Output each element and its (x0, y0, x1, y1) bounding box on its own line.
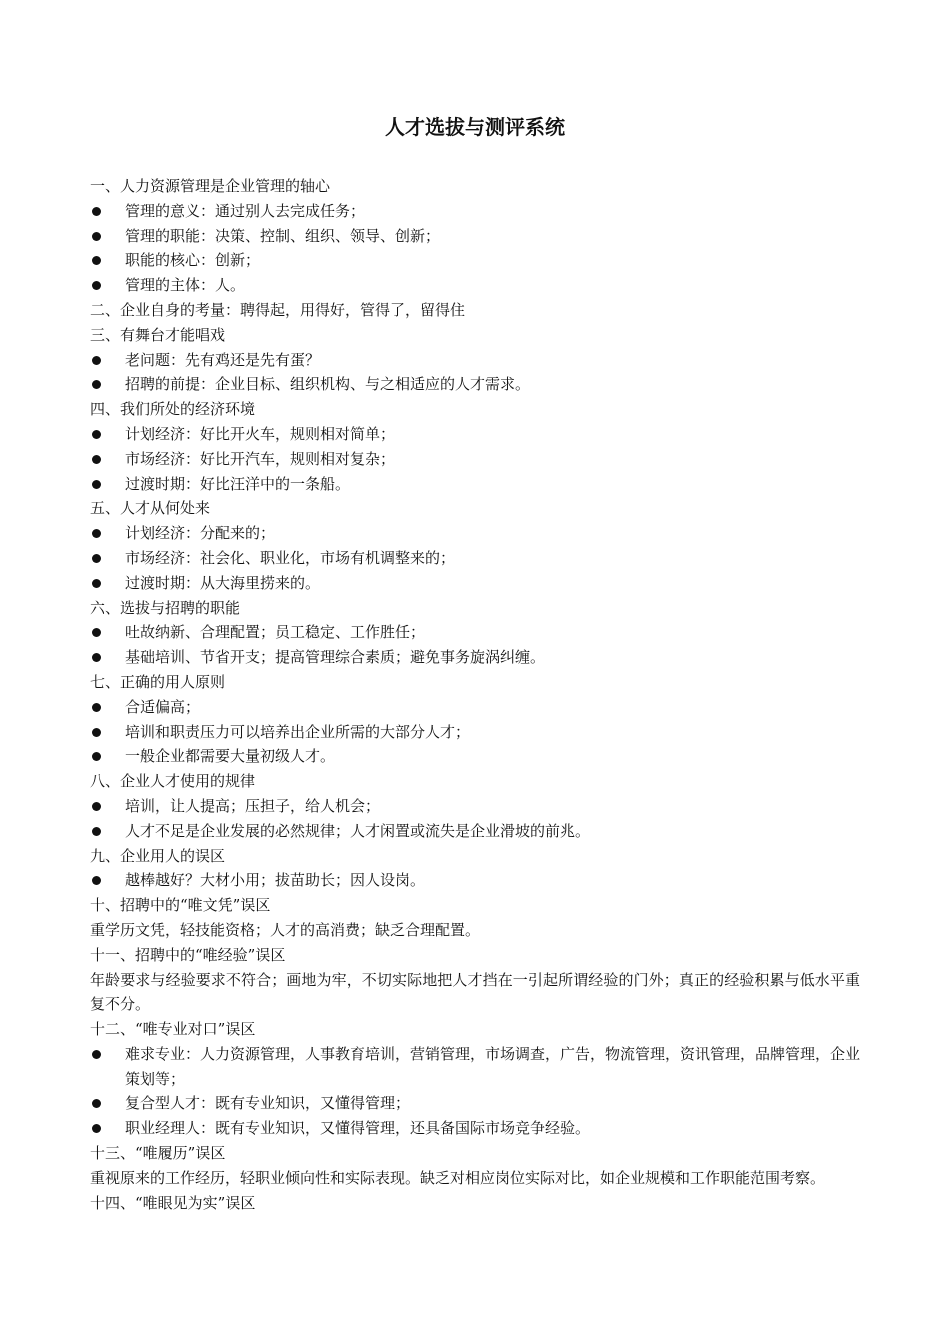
bullet-text: 老问题：先有鸡还是先有蛋？ (125, 350, 321, 369)
bullet-dot-icon (90, 348, 125, 373)
bullet-dot-icon (90, 372, 125, 397)
section-heading: 四、我们所处的经济环境 (90, 400, 256, 419)
bullet-text: 越棒越好？大材小用；拔苗助长；因人设岗。 (125, 871, 426, 890)
bullet-item (90, 1116, 860, 1141)
bullet-text: 市场经济：好比开汽车，规则相对复杂； (125, 449, 396, 468)
bullet-item (90, 695, 860, 720)
bullet-dot-icon (90, 1042, 125, 1092)
bullet-dot-icon (90, 1116, 125, 1141)
document-body (90, 174, 860, 1215)
bullet-dot-icon (90, 794, 125, 819)
bullet-dot-icon (90, 571, 125, 596)
bullet-item (90, 819, 860, 844)
bullet-text: 管理的职能：决策、控制、组织、领导、创新； (125, 226, 441, 245)
bullet-dot-icon (90, 645, 125, 670)
paragraph: 年龄要求与经验要求不符合；画地为牢，不切实际地把人才挡在一引起所谓经验的门外；真正的经验积累与低水平重复不分。 (90, 970, 860, 1014)
bullet-dot-icon (90, 422, 125, 447)
section-heading: 五、人才从何处来 (90, 499, 211, 518)
bullet-item (90, 1042, 860, 1092)
bullet-text: 职业经理人：既有专业知识，又懂得管理，还具备国际市场竞争经验。 (125, 1119, 591, 1138)
bullet-text: 计划经济：分配来的； (125, 524, 276, 543)
bullet-text: 合适偏高； (125, 697, 201, 716)
bullet-item (90, 521, 860, 546)
bullet-dot-icon (90, 521, 125, 546)
bullet-item (90, 248, 860, 273)
bullet-dot-icon (90, 620, 125, 645)
bullet-item (90, 447, 860, 472)
bullet-text: 一般企业都需要大量初级人才。 (125, 747, 336, 766)
bullet-text: 难求专业：人力资源管理，人事教育培训，营销管理，市场调查，广告，物流管理，资讯管理，品牌管理，企业策划等； (125, 1044, 861, 1088)
bullet-text: 人才不足是企业发展的必然规律；人才闲置或流失是企业滑坡的前兆。 (125, 821, 591, 840)
bullet-dot-icon (90, 720, 125, 745)
bullet-dot-icon (90, 819, 125, 844)
bullet-text: 培训和职责压力可以培养出企业所需的大部分人才； (125, 722, 471, 741)
bullet-item (90, 720, 860, 745)
paragraph: 重视原来的工作经历，轻职业倾向性和实际表现。缺乏对相应岗位实际对比，如企业规模和工作职能范围考察。 (90, 1168, 826, 1187)
bullet-item (90, 620, 860, 645)
bullet-text: 过渡时期：从大海里捞来的。 (125, 573, 321, 592)
bullet-text: 管理的主体：人。 (125, 276, 246, 295)
bullet-item (90, 273, 860, 298)
bullet-text: 过渡时期：好比汪洋中的一条船。 (125, 474, 351, 493)
bullet-dot-icon (90, 744, 125, 769)
bullet-dot-icon (90, 868, 125, 893)
bullet-item (90, 348, 860, 373)
section-heading: 十二、“唯专业对口”误区 (90, 1020, 256, 1039)
paragraph: 重学历文凭，轻技能资格；人才的高消费；缺乏合理配置。 (90, 920, 481, 939)
section-heading: 一、人力资源管理是企业管理的轴心 (90, 177, 331, 195)
bullet-text: 培训，让人提高；压担子，给人机会； (125, 796, 381, 815)
document-title: 人才选拔与测评系统 (385, 115, 565, 139)
bullet-dot-icon (90, 224, 125, 249)
bullet-item (90, 744, 860, 769)
bullet-item (90, 1091, 860, 1116)
bullet-dot-icon (90, 695, 125, 720)
bullet-text: 管理的意义：通过别人去完成任务； (125, 201, 366, 220)
bullet-item (90, 472, 860, 497)
bullet-item (90, 571, 860, 596)
bullet-text: 职能的核心：创新； (125, 251, 261, 270)
section-heading: 六、选拔与招聘的职能 (90, 598, 241, 617)
section-heading: 三、有舞台才能唱戏 (90, 325, 226, 344)
bullet-text: 市场经济：社会化、职业化，市场有机调整来的； (125, 548, 456, 567)
bullet-text: 基础培训、节省开支；提高管理综合素质；避免事务旋涡纠缠。 (125, 648, 546, 667)
section-heading: 十一、招聘中的“唯经验”误区 (90, 945, 286, 964)
bullet-item (90, 422, 860, 447)
section-heading: 十三、“唯履历”误区 (90, 1144, 226, 1163)
bullet-item (90, 224, 860, 249)
bullet-text: 复合型人才：既有专业知识，又懂得管理； (125, 1094, 411, 1113)
section-heading: 七、正确的用人原则 (90, 672, 226, 691)
section-heading: 二、企业自身的考量：聘得起，用得好，管得了，留得住 (90, 300, 466, 319)
bullet-item (90, 372, 860, 397)
bullet-text: 吐故纳新、合理配置；员工稳定、工作胜任； (125, 623, 426, 642)
bullet-dot-icon (90, 273, 125, 298)
bullet-dot-icon (90, 546, 125, 571)
bullet-item (90, 199, 860, 224)
section-heading: 十四、“唯眼见为实”误区 (90, 1193, 256, 1212)
bullet-item (90, 868, 860, 893)
section-heading: 十、招聘中的“唯文凭”误区 (90, 896, 271, 915)
bullet-item (90, 645, 860, 670)
section-heading: 九、企业用人的误区 (90, 846, 226, 865)
bullet-item (90, 794, 860, 819)
bullet-text: 计划经济：好比开火车，规则相对简单； (125, 424, 396, 443)
bullet-dot-icon (90, 472, 125, 497)
bullet-text: 招聘的前提：企业目标、组织机构、与之相适应的人才需求。 (125, 375, 531, 394)
bullet-dot-icon (90, 447, 125, 472)
bullet-dot-icon (90, 199, 125, 224)
section-heading: 八、企业人才使用的规律 (90, 772, 256, 791)
bullet-dot-icon (90, 248, 125, 273)
bullet-dot-icon (90, 1091, 125, 1116)
bullet-item (90, 546, 860, 571)
